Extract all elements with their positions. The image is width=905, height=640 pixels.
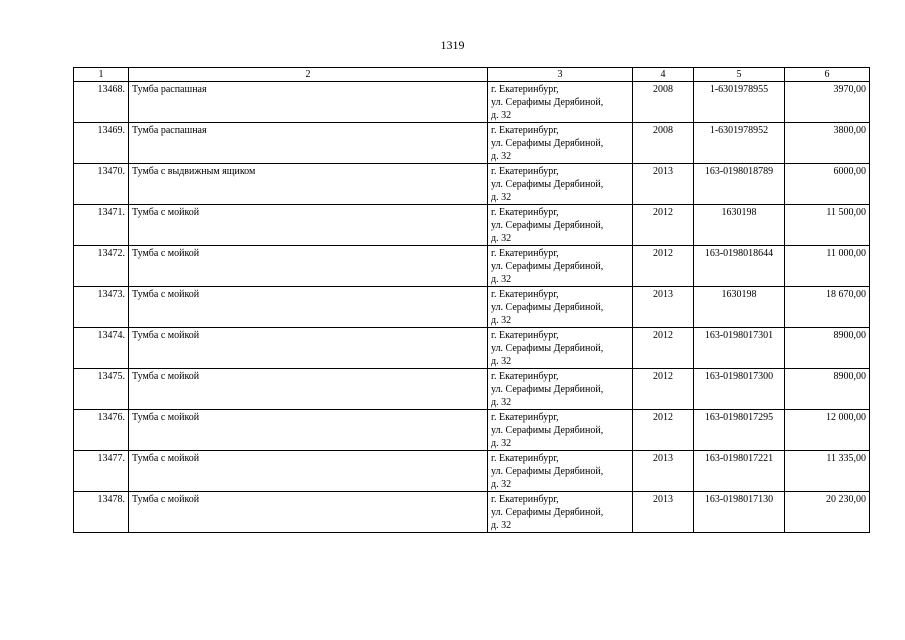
item-name: Тумба с мойкой xyxy=(129,369,488,410)
header-cell-3: 3 xyxy=(488,68,633,82)
table-row xyxy=(74,82,870,123)
header-cell-6: 6 xyxy=(785,68,870,82)
item-name: Тумба распашная xyxy=(129,82,488,123)
item-address xyxy=(488,410,633,451)
item-name: Тумба с мойкой xyxy=(129,287,488,328)
item-address xyxy=(488,123,633,164)
item-year: 2013 xyxy=(633,492,694,533)
item-cost: 3970,00 xyxy=(785,82,870,123)
item-name: Тумба распашная xyxy=(129,123,488,164)
item-year: 2013 xyxy=(633,451,694,492)
address-line-3: д. 32 xyxy=(491,233,512,244)
item-year: 2012 xyxy=(633,410,694,451)
row-number: 13478. xyxy=(74,492,129,533)
inventory-number: 163-0198018644 xyxy=(694,246,785,287)
item-year: 2013 xyxy=(633,164,694,205)
item-address xyxy=(488,492,633,533)
address-line-2: ул. Серафимы Дерябиной, xyxy=(491,384,604,395)
item-cost: 18 670,00 xyxy=(785,287,870,328)
address-line-3: д. 32 xyxy=(491,192,512,203)
row-number: 13470. xyxy=(74,164,129,205)
row-number: 13475. xyxy=(74,369,129,410)
inventory-number: 163-0198018789 xyxy=(694,164,785,205)
table-row xyxy=(74,123,870,164)
address-line-1: г. Екатеринбург, xyxy=(491,84,559,95)
item-year: 2012 xyxy=(633,328,694,369)
item-cost: 11 335,00 xyxy=(785,451,870,492)
table-row xyxy=(74,164,870,205)
item-cost: 11 500,00 xyxy=(785,205,870,246)
table-row xyxy=(74,410,870,451)
item-name: Тумба с мойкой xyxy=(129,451,488,492)
row-number: 13476. xyxy=(74,410,129,451)
address-line-2: ул. Серафимы Дерябиной, xyxy=(491,343,604,354)
item-cost: 8900,00 xyxy=(785,369,870,410)
table-row xyxy=(74,492,870,533)
table-row xyxy=(74,287,870,328)
item-name: Тумба с мойкой xyxy=(129,246,488,287)
item-address xyxy=(488,82,633,123)
item-name: Тумба с мойкой xyxy=(129,410,488,451)
address-line-2: ул. Серафимы Дерябиной, xyxy=(491,466,604,477)
item-cost: 3800,00 xyxy=(785,123,870,164)
row-number: 13474. xyxy=(74,328,129,369)
item-address xyxy=(488,164,633,205)
inventory-number: 1630198 xyxy=(694,287,785,328)
inventory-number: 163-0198017301 xyxy=(694,328,785,369)
header-cell-4: 4 xyxy=(633,68,694,82)
address-line-3: д. 32 xyxy=(491,274,512,285)
item-address xyxy=(488,246,633,287)
item-year: 2008 xyxy=(633,82,694,123)
address-line-3: д. 32 xyxy=(491,315,512,326)
inventory-number: 163-0198017221 xyxy=(694,451,785,492)
inventory-number: 1630198 xyxy=(694,205,785,246)
item-address xyxy=(488,205,633,246)
address-line-1: г. Екатеринбург, xyxy=(491,248,559,259)
item-address xyxy=(488,287,633,328)
address-line-2: ул. Серафимы Дерябиной, xyxy=(491,425,604,436)
address-line-1: г. Екатеринбург, xyxy=(491,371,559,382)
item-cost: 12 000,00 xyxy=(785,410,870,451)
address-line-2: ул. Серафимы Дерябиной, xyxy=(491,302,604,313)
address-line-1: г. Екатеринбург, xyxy=(491,494,559,505)
page-number: 1319 xyxy=(440,38,465,52)
address-line-2: ул. Серафимы Дерябиной, xyxy=(491,179,604,190)
property-table xyxy=(73,67,870,533)
inventory-number: 163-0198017295 xyxy=(694,410,785,451)
header-cell-2: 2 xyxy=(129,68,488,82)
row-number: 13468. xyxy=(74,82,129,123)
address-line-1: г. Екатеринбург, xyxy=(491,330,559,341)
address-line-3: д. 32 xyxy=(491,520,512,531)
address-line-2: ул. Серафимы Дерябиной, xyxy=(491,138,604,149)
table-row xyxy=(74,328,870,369)
item-name: Тумба с мойкой xyxy=(129,492,488,533)
item-year: 2012 xyxy=(633,246,694,287)
item-name: Тумба с выдвижным ящиком xyxy=(129,164,488,205)
inventory-number: 1-6301978955 xyxy=(694,82,785,123)
inventory-number: 1-6301978952 xyxy=(694,123,785,164)
table-row xyxy=(74,451,870,492)
item-cost: 6000,00 xyxy=(785,164,870,205)
address-line-2: ул. Серафимы Дерябиной, xyxy=(491,220,604,231)
item-address xyxy=(488,328,633,369)
address-line-3: д. 32 xyxy=(491,110,512,121)
item-name: Тумба с мойкой xyxy=(129,205,488,246)
item-address xyxy=(488,451,633,492)
item-year: 2012 xyxy=(633,369,694,410)
address-line-3: д. 32 xyxy=(491,356,512,367)
table-row xyxy=(74,246,870,287)
table-header xyxy=(74,68,870,82)
address-line-1: г. Екатеринбург, xyxy=(491,289,559,300)
table-row xyxy=(74,205,870,246)
row-number: 13471. xyxy=(74,205,129,246)
header-row xyxy=(74,68,870,82)
item-cost: 11 000,00 xyxy=(785,246,870,287)
inventory-number: 163-0198017300 xyxy=(694,369,785,410)
address-line-1: г. Екатеринбург, xyxy=(491,453,559,464)
item-year: 2012 xyxy=(633,205,694,246)
address-line-2: ул. Серафимы Дерябиной, xyxy=(491,261,604,272)
address-line-3: д. 32 xyxy=(491,151,512,162)
row-number: 13477. xyxy=(74,451,129,492)
item-name: Тумба с мойкой xyxy=(129,328,488,369)
row-number: 13472. xyxy=(74,246,129,287)
address-line-2: ул. Серафимы Дерябиной, xyxy=(491,97,604,108)
item-cost: 8900,00 xyxy=(785,328,870,369)
header-cell-1: 1 xyxy=(74,68,129,82)
table-body xyxy=(74,82,870,533)
address-line-3: д. 32 xyxy=(491,397,512,408)
address-line-3: д. 32 xyxy=(491,479,512,490)
item-address xyxy=(488,369,633,410)
address-line-1: г. Екатеринбург, xyxy=(491,207,559,218)
address-line-3: д. 32 xyxy=(491,438,512,449)
address-line-1: г. Екатеринбург, xyxy=(491,412,559,423)
item-year: 2008 xyxy=(633,123,694,164)
address-line-1: г. Екатеринбург, xyxy=(491,166,559,177)
row-number: 13473. xyxy=(74,287,129,328)
address-line-1: г. Екатеринбург, xyxy=(491,125,559,136)
header-cell-5: 5 xyxy=(694,68,785,82)
row-number: 13469. xyxy=(74,123,129,164)
inventory-number: 163-0198017130 xyxy=(694,492,785,533)
table-row xyxy=(74,369,870,410)
address-line-2: ул. Серафимы Дерябиной, xyxy=(491,507,604,518)
item-year: 2013 xyxy=(633,287,694,328)
item-cost: 20 230,00 xyxy=(785,492,870,533)
